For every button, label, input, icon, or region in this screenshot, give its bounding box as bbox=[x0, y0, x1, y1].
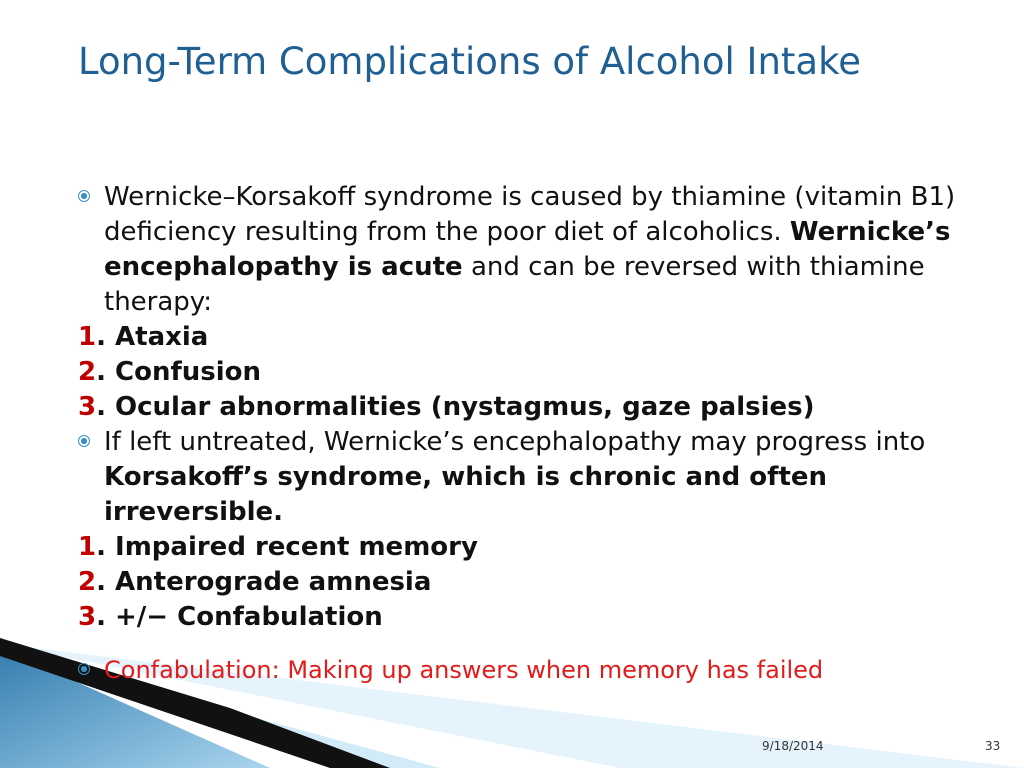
list-text: . Confusion bbox=[96, 357, 262, 387]
bullet-confabulation bbox=[78, 653, 978, 688]
bullet-icon bbox=[78, 435, 90, 447]
list-item bbox=[78, 390, 978, 425]
bullet-bold-text: Wernicke’s encephalopathy is acute bbox=[104, 217, 951, 282]
bullet-tail-text: and can be reversed with thiamine therapy: bbox=[104, 252, 925, 317]
list-item bbox=[78, 530, 978, 565]
list-text: . Impaired recent memory bbox=[96, 532, 478, 562]
list-text: . Anterograde amnesia bbox=[96, 567, 432, 597]
list-item bbox=[78, 355, 978, 390]
slide-number: 33 bbox=[985, 739, 1001, 753]
bullet-icon bbox=[78, 190, 90, 202]
list-text: . Ocular abnormalities (nystagmus, gaze palsies) bbox=[96, 392, 815, 422]
bullet-untreated bbox=[78, 425, 978, 530]
bullet-wernicke bbox=[78, 180, 978, 320]
list-text: . Ataxia bbox=[96, 322, 209, 352]
list-number: 2 bbox=[78, 357, 97, 387]
list-number: 3 bbox=[78, 392, 97, 422]
footer-date: 9/18/2014 bbox=[762, 739, 824, 753]
list-item bbox=[78, 600, 978, 635]
bullet-text: If left untreated, Wernicke’s encephalopathy may progress into bbox=[104, 427, 926, 457]
list-number: 1 bbox=[78, 532, 97, 562]
list-number: 1 bbox=[78, 322, 97, 352]
list-number: 3 bbox=[78, 602, 97, 632]
slide-title: Long-Term Complications of Alcohol Intake bbox=[78, 40, 861, 83]
list-number: 2 bbox=[78, 567, 97, 597]
bullet-text: Wernicke–Korsakoff syndrome is caused by thiamine (vitamin B1) deficiency resulting from the poor diet of alcoholics. bbox=[104, 182, 956, 247]
slide-content bbox=[78, 180, 978, 688]
list-item bbox=[78, 320, 978, 355]
list-text: . +/− Confabulation bbox=[96, 602, 383, 632]
confabulation-definition: Confabulation: Making up answers when memory has failed bbox=[104, 656, 824, 684]
bullet-icon bbox=[78, 663, 90, 675]
list-item bbox=[78, 565, 978, 600]
bullet-bold-text: Korsakoff’s syndrome, which is chronic and often irreversible. bbox=[104, 462, 828, 527]
